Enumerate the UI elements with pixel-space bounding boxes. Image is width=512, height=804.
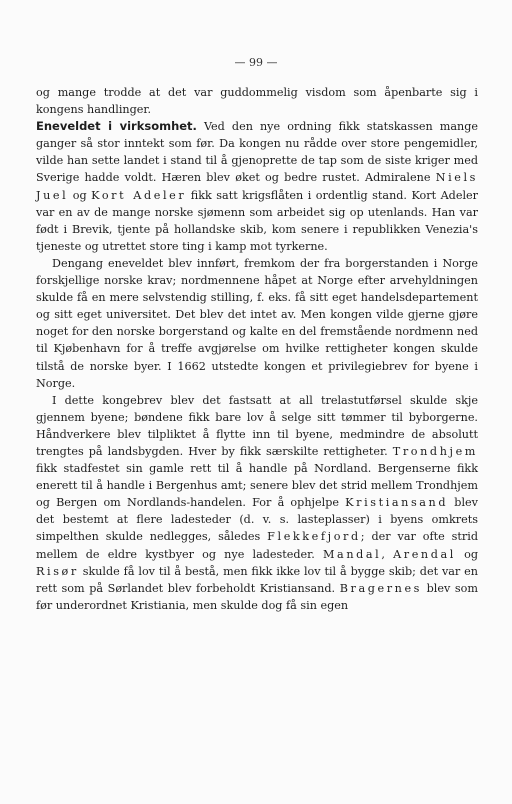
emphasized-name: Risør xyxy=(36,564,79,578)
emphasized-name: Arendal xyxy=(393,547,456,561)
text-run: og mange trodde at det var guddommelig visdom som åpenbarte sig i kongens handlinger. xyxy=(36,86,478,117)
emphasized-name: Flekkefjord xyxy=(267,530,361,544)
emphasized-name: Niels Juel xyxy=(36,171,478,202)
text-run: Dengang eneveldet blev innført, fremkom der fra borgerstanden i Norge forskjellige norske krav; nordmennene håpet at Norge efter arvehyldningen skulde få en mere selvstendig stilling, f. eks. få sitt eget handelsdepartement og sitt eget universitet. Det blev det intet av. Men kongen vilde gjerne gjøre noget for den norske borgerstand og kalte en del fremstående nordmenn ned til Kjøbenhavn for å treffe avgjørelse om hvilke rettigheter kongen skulde tilstå de norske byer. I 1662 utstedte kongen et privilegiebrev for byene i Norge. xyxy=(36,256,478,390)
text-run: og xyxy=(68,188,92,202)
text-run: , xyxy=(381,547,394,561)
page-number: — 99 — xyxy=(234,56,278,69)
paragraph xyxy=(36,392,478,614)
emphasized-name: Kristiansand xyxy=(345,496,449,510)
emphasized-name: Mandal xyxy=(323,547,382,561)
emphasized-name: Kort Adeler xyxy=(91,188,187,202)
body-text xyxy=(36,84,478,614)
section-heading: Eneveldet i virksomhet. xyxy=(36,119,197,134)
text-run: ; der var ofte strid mellem de eldre kystbyer og nye ladesteder. xyxy=(36,530,479,561)
emphasized-name: Bragernes xyxy=(339,581,423,595)
paragraph xyxy=(36,255,478,392)
text-run: skulde få lov til å bestå, men fikk ikke lov til å bygge skib; det var en rett som på Sørlandet blev forbeholdt Kristiansand. xyxy=(36,564,478,595)
text-run: blev som før underordnet Kristiania, men skulde dog få sin egen xyxy=(36,581,478,612)
text-run: fikk satt krigsflåten i ordentlig stand. Kort Adeler var en av de mange norske sjømenn som arbeidet sig op utenlands. Han var født i Brevik, tjente på hollandske skib, kom senere i republikken Venezia's tjeneste og utrettet store ting i kamp mot tyrkerne. xyxy=(36,188,479,253)
text-run: fikk stadfestet sin gamle rett til å handle på Nordland. Bergenserne fikk enerett til å handle i Bergenhus amt; senere blev det strid mellem Trondhjem og Bergen om Nordlands-handelen. For å ophjelpe xyxy=(36,462,478,510)
text-run: I dette kongebrev blev det fastsatt at all trelastutførsel skulde skje gjennem byene; bøndene fikk bare lov å selge sitt tømmer til byborgerne. Håndverkere blev tilpliktet å flytte inn til byene, medmindre de absolutt trengtes på landsbygden. Hver by fikk særskilte rettigheter. xyxy=(36,393,478,458)
paragraph xyxy=(36,84,478,118)
text-run: blev det bestemt at flere ladesteder (d. v. s. lasteplasser) i byens omkrets simpelthen skulde nedlegges, således xyxy=(36,496,478,544)
emphasized-name: Trondhjem xyxy=(392,444,478,458)
paragraph xyxy=(36,118,478,255)
text-run: Ved den nye ordning fikk statskassen mange ganger så stor inntekt som før. Da kongen nu rådde over store pengemidler, vilde han sette landet i stand til å gjenoprette de tap som de siste kriger med Sverige hadde voldt. Hæren blev øket og bedre rustet. Admiralene xyxy=(36,120,478,185)
text-run: og xyxy=(455,547,478,561)
